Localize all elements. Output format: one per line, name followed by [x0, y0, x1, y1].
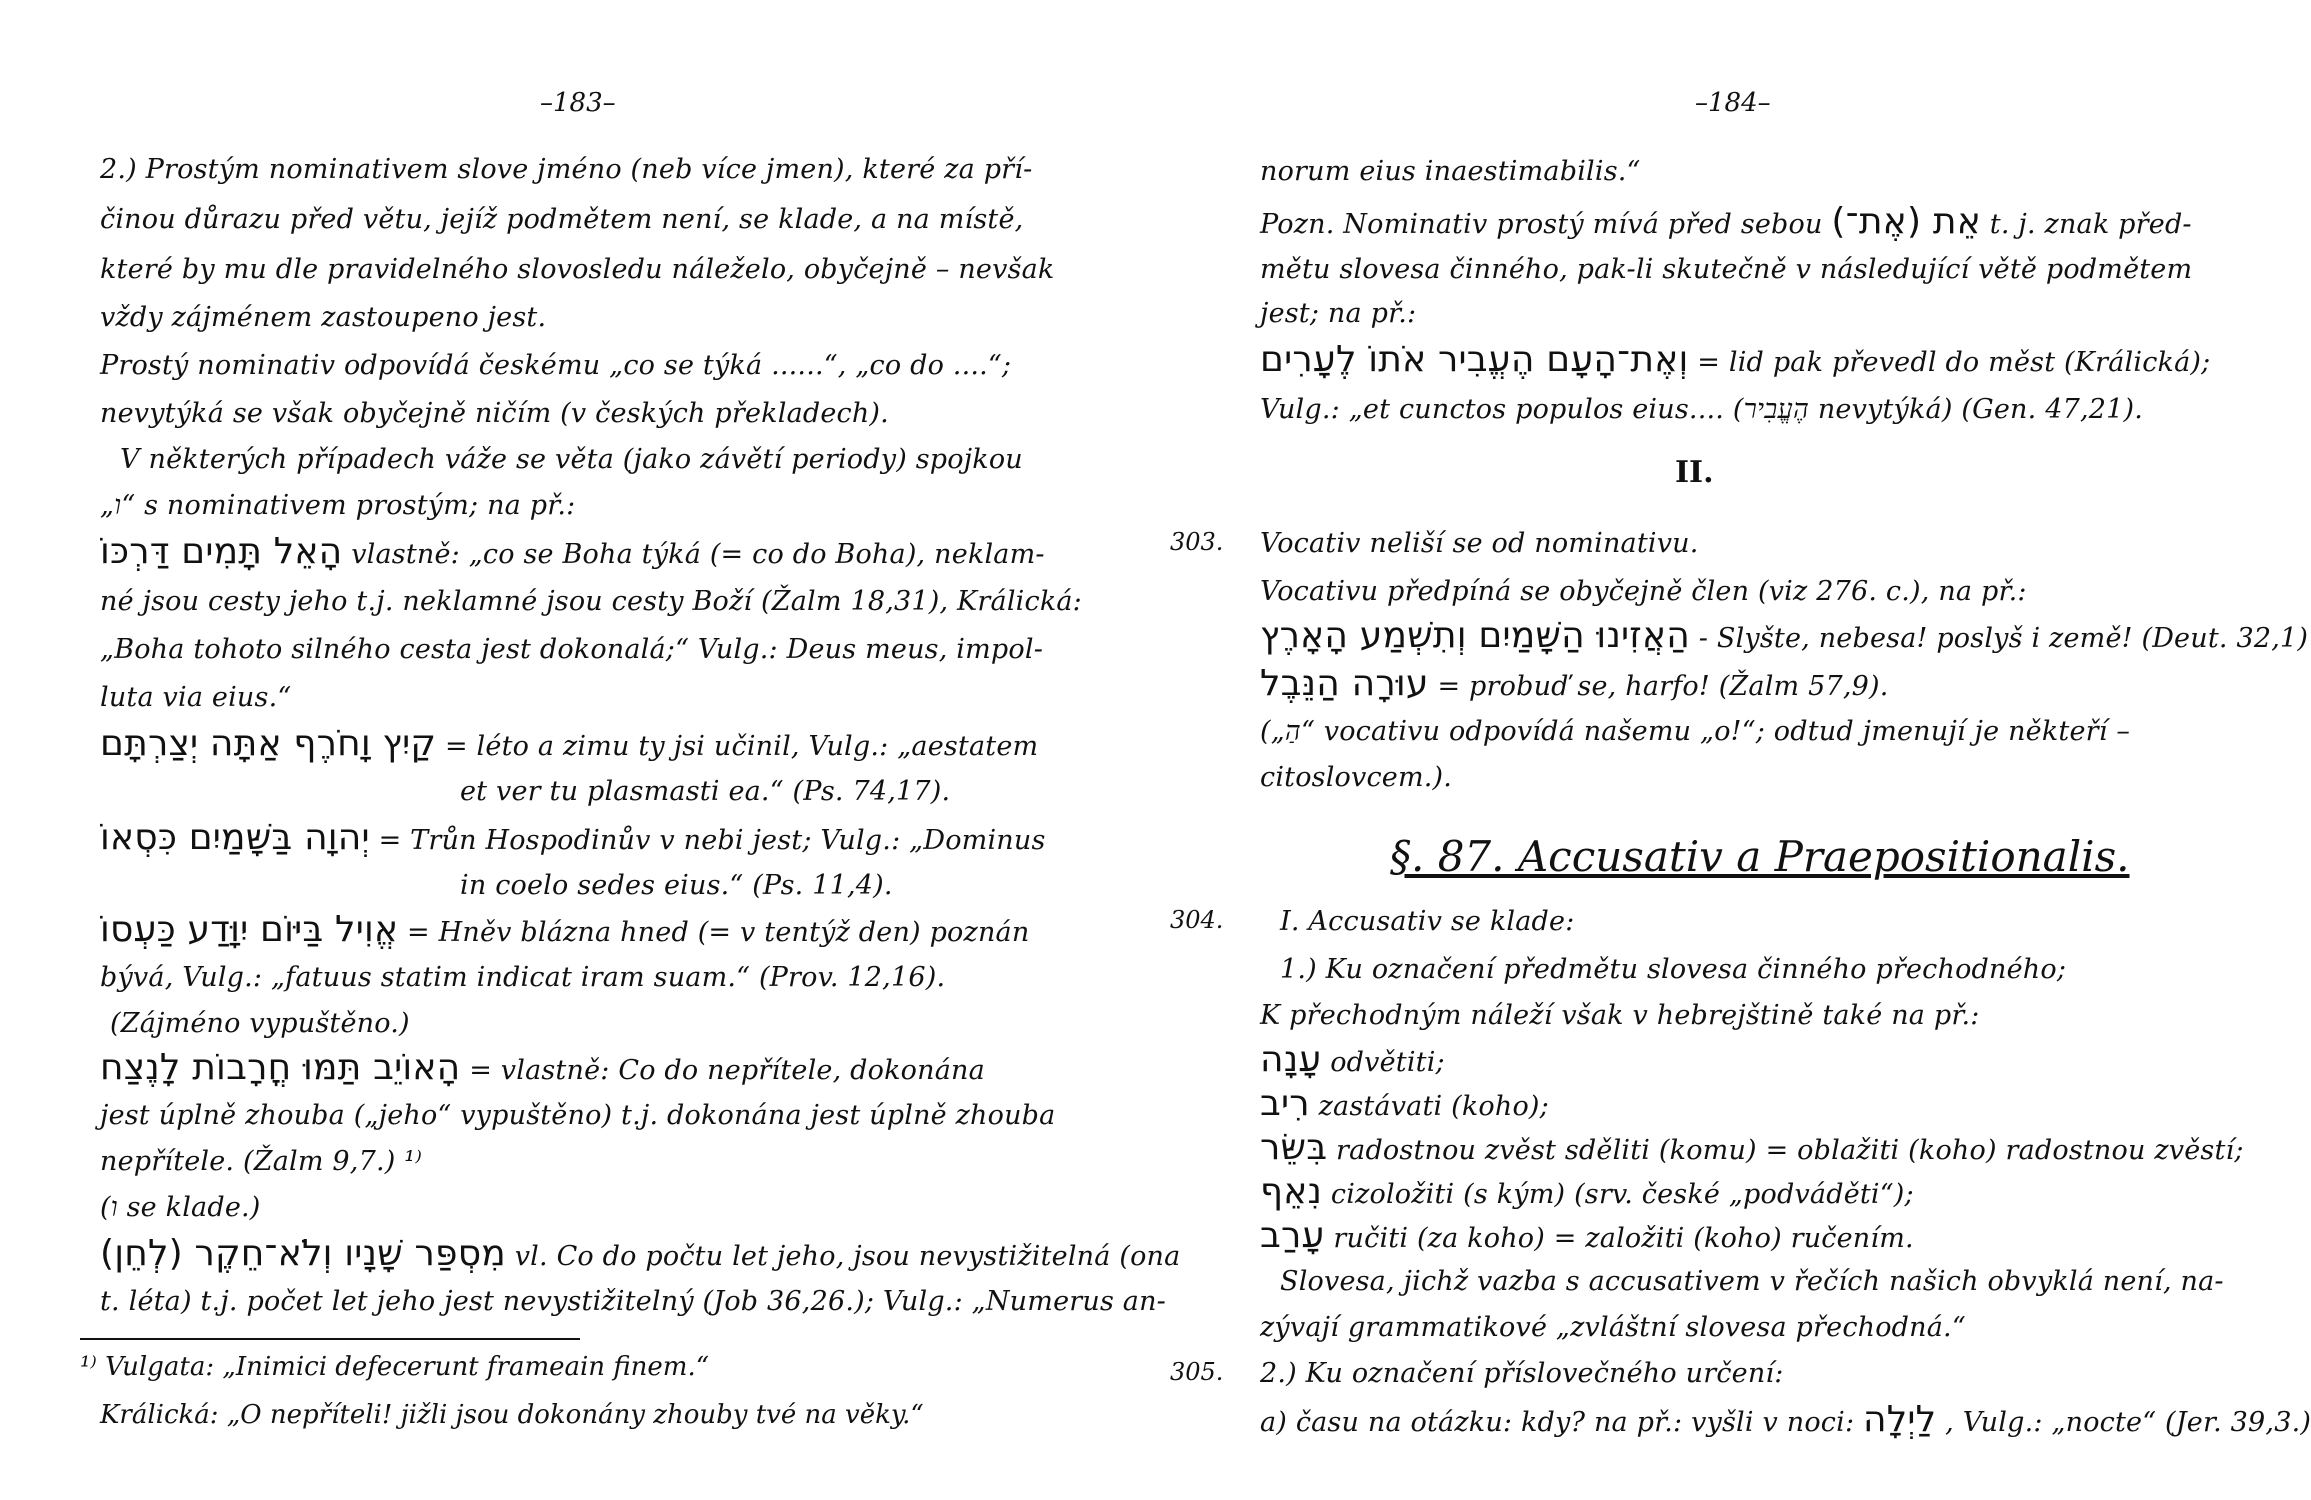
- text-line: Vocativ neliší se od nominativu.: [1260, 528, 1699, 559]
- text-line: Slovesa, jichž vazba s accusativem v řečích našich obvyklá není, na-: [1280, 1266, 2224, 1297]
- text-line: mětu slovesa činného, pak-li skutečně v následující větě podmětem: [1260, 254, 2193, 285]
- hebrew-example-line: [1260, 1400, 2311, 1443]
- text-line: nevytýká se však obyčejně ničím (v českých překladech).: [100, 398, 889, 429]
- translation-text: cizoložiti (s kým) (srv. české „podváděti“);: [1330, 1179, 1914, 1210]
- note-text-cont: t. j. znak před-: [1989, 209, 2192, 240]
- text-line: norum eius inaestimabilis.“: [1260, 156, 1641, 187]
- hebrew-text: רִיב: [1260, 1083, 1310, 1124]
- text-line: Vocativu předpíná se obyčejně člen (viz 276. c.), na př.:: [1260, 576, 2027, 607]
- hebrew-example-line: [1260, 1216, 1914, 1259]
- text-line: 2.) Prostým nominativem slove jméno (neb více jmen), které za pří-: [100, 154, 1033, 185]
- page-number: –184–: [1695, 88, 1771, 118]
- paragraph-number: 305.: [1170, 1358, 1224, 1386]
- translation-text: , Vulg.: „nocte“ (Jer. 39,3.): [1945, 1407, 2311, 1438]
- translation-text: vlastně: „co se Boha týká (= co do Boha), neklam-: [351, 539, 1045, 570]
- translation-text: odvětiti;: [1330, 1047, 1445, 1078]
- translation-text: = lid pak převedl do měst (Králická);: [1697, 347, 2211, 378]
- translation-text: = léto a zimu ty jsi učinil, Vulg.: „aestatem: [444, 731, 1039, 762]
- text-line: V některých případech váže se věta (jako závětí periody) spojkou: [120, 444, 1023, 475]
- text-line: činou důrazu před větu, jejíž podmětem není, se klade, a na místě,: [100, 204, 1024, 235]
- text-line: „Boha tohoto silného cesta jest dokonalá;“ Vulg.: Deus meus, impol-: [100, 634, 1044, 665]
- text-line: zývají grammatikové „zvláštní slovesa přechodná.“: [1260, 1312, 1966, 1343]
- hebrew-example-line: [1260, 664, 1889, 707]
- hebrew-text: הָאוֹיֵב תַּמּוּ חֳרָבוֹת לָנֶצַח: [100, 1047, 461, 1088]
- hebrew-example-line: [100, 1234, 1180, 1277]
- text-line: jest; na př.:: [1260, 298, 1417, 329]
- hebrew-text: אֱוִיל בַּיּוֹם יִוָּדַע כַּעְסוֹ: [100, 909, 399, 950]
- roman-numeral-heading: II.: [1675, 455, 1714, 490]
- hebrew-text: מִסְפַּר שָׁנָיו וְלֹא־חֵקֶר (לְחֵן): [100, 1233, 506, 1274]
- text-prefix: a) času na otázku: kdy? na př.: vyšli v noci:: [1260, 1407, 1855, 1438]
- text-line: K přechodným náleží však v hebrejštině také na př.:: [1260, 1000, 1980, 1031]
- hebrew-example-line: [100, 818, 1046, 861]
- translation-text: = Hněv blázna hned (= v tentýž den) poznán: [407, 917, 1030, 948]
- hebrew-example-line: [1260, 1128, 2244, 1171]
- page-number: –183–: [540, 88, 616, 118]
- hebrew-text: הַאֲזִינוּ הַשָּׁמַיִם וְתִשְׁמַע הָאָרֶץ: [1260, 615, 1690, 656]
- hebrew-example-line: [100, 724, 1038, 767]
- text-line: 1.) Ku označení předmětu slovesa činného přechodného;: [1280, 954, 2067, 985]
- paragraph-number: 304.: [1170, 906, 1224, 934]
- translation-text: vl. Co do počtu let jeho, jsou nevystižitelná (ona: [514, 1241, 1181, 1272]
- text-line: bývá, Vulg.: „fatuus statim indicat iram suam.“ (Prov. 12,16).: [100, 962, 946, 993]
- text-line: I. Accusativ se klade:: [1280, 906, 1575, 937]
- hebrew-example-line: [1260, 616, 2308, 659]
- hebrew-example-line: [1260, 1172, 1914, 1215]
- text-line: né jsou cesty jeho t.j. neklamné jsou cesty Boží (Žalm 18,31), Králická:: [100, 586, 1082, 617]
- text-line: in coelo sedes eius.“ (Ps. 11,4).: [460, 870, 893, 901]
- text-line: které by mu dle pravidelného slovosledu náleželo, obyčejně – nevšak: [100, 254, 1055, 285]
- hebrew-text: יְהוָה בַּשָּׁמַיִם כִּסְאוֹ: [100, 817, 370, 858]
- translation-text: ručiti (za koho) = založiti (koho) ručením.: [1333, 1223, 1914, 1254]
- text-line: citoslovcem.).: [1260, 762, 1453, 793]
- hebrew-text: בִּשֵּׂר: [1260, 1127, 1328, 1168]
- hebrew-text: עוּרָה הַנֵּבֶל: [1260, 663, 1429, 704]
- hebrew-text: עָרַב: [1260, 1215, 1325, 1256]
- hebrew-example-line: [1260, 1084, 1549, 1127]
- text-line: 2.) Ku označení příslovečného určení:: [1260, 1358, 1784, 1389]
- hebrew-example-line: [100, 910, 1029, 953]
- hebrew-example-line: [100, 532, 1045, 575]
- translation-text: zastávati (koho);: [1318, 1091, 1549, 1122]
- footnote-separator: [80, 1338, 580, 1340]
- text-line: vždy zájménem zastoupeno jest.: [100, 302, 547, 333]
- text-line: jest úplně zhouba („jeho“ vypuštěno) t.j. dokonána jest úplně zhouba: [100, 1100, 1056, 1131]
- text-line: et ver tu plasmasti ea.“ (Ps. 74,17).: [460, 776, 951, 807]
- hebrew-example-line: [100, 1048, 985, 1091]
- text-line: (ו se klade.): [100, 1192, 261, 1223]
- text-line: t. léta) t.j. počet let jeho jest nevystižitelný (Job 36,26.); Vulg.: „Numerus an-: [100, 1286, 1166, 1317]
- hebrew-text: וְאֶת־הָעָם הֶעֱבִיר אֹתוֹ לֶעָרִים: [1260, 339, 1689, 380]
- hebrew-text: נִאֵף: [1260, 1171, 1323, 1212]
- hebrew-text: הָאֵל תָּמִים דַּרְכּוֹ: [100, 531, 343, 572]
- text-line: „ו“ s nominativem prostým; na př.:: [100, 490, 576, 521]
- note-line: [1260, 202, 2192, 245]
- text-line: Vulg.: „et cunctos populos eius.... (הֶעֱבִיר nevytýká) (Gen. 47,21).: [1260, 394, 2144, 425]
- footnote: ¹⁾ Vulgata: „Inimici defecerunt frameain finem.“: [80, 1352, 710, 1382]
- note-text: Pozn. Nominativ prostý mívá před sebou: [1260, 209, 1823, 240]
- text-line: Prostý nominativ odpovídá českému „co se týká ......“, „co do ....“;: [100, 350, 1012, 381]
- hebrew-text: עָנָה: [1260, 1039, 1322, 1080]
- hebrew-text: לַיְלָה: [1863, 1399, 1937, 1440]
- translation-text: = Trůn Hospodinův v nebi jest; Vulg.: „Dominus: [378, 825, 1046, 856]
- text-line: luta via eius.“: [100, 682, 292, 713]
- hebrew-text: אֵת (אֶת־): [1831, 201, 1981, 242]
- footnote: Králická: „O nepříteli! jižli jsou dokonány zhouby tvé na věky.“: [100, 1400, 924, 1430]
- translation-text: = probuď se, harfo! (Žalm 57,9).: [1437, 671, 1889, 702]
- text-line: („הַ“ vocativu odpovídá našemu „o!“; odtud jmenují je někteří –: [1260, 716, 2131, 747]
- translation-text: - Slyšte, nebesa! poslyš i země! (Deut. 32,1): [1698, 623, 2309, 654]
- translation-text: = vlastně: Co do nepřítele, dokonána: [469, 1055, 985, 1086]
- text-line: (Zájméno vypuštěno.): [110, 1008, 410, 1039]
- paragraph-number: 303.: [1170, 528, 1224, 556]
- hebrew-example-line: [1260, 1040, 1445, 1083]
- hebrew-example-line: [1260, 340, 2210, 383]
- text-line: nepřítele. (Žalm 9,7.) ¹⁾: [100, 1146, 423, 1177]
- right-page: [1140, 0, 2311, 1500]
- hebrew-text: קַיִץ וָחֹרֶף אַתָּה יְצַרְתָּם: [100, 723, 437, 764]
- section-heading: §. 87. Accusativ a Praepositionalis.: [1390, 832, 2130, 881]
- translation-text: radostnou zvěst sděliti (komu) = oblažiti (koho) radostnou zvěstí;: [1336, 1135, 2244, 1166]
